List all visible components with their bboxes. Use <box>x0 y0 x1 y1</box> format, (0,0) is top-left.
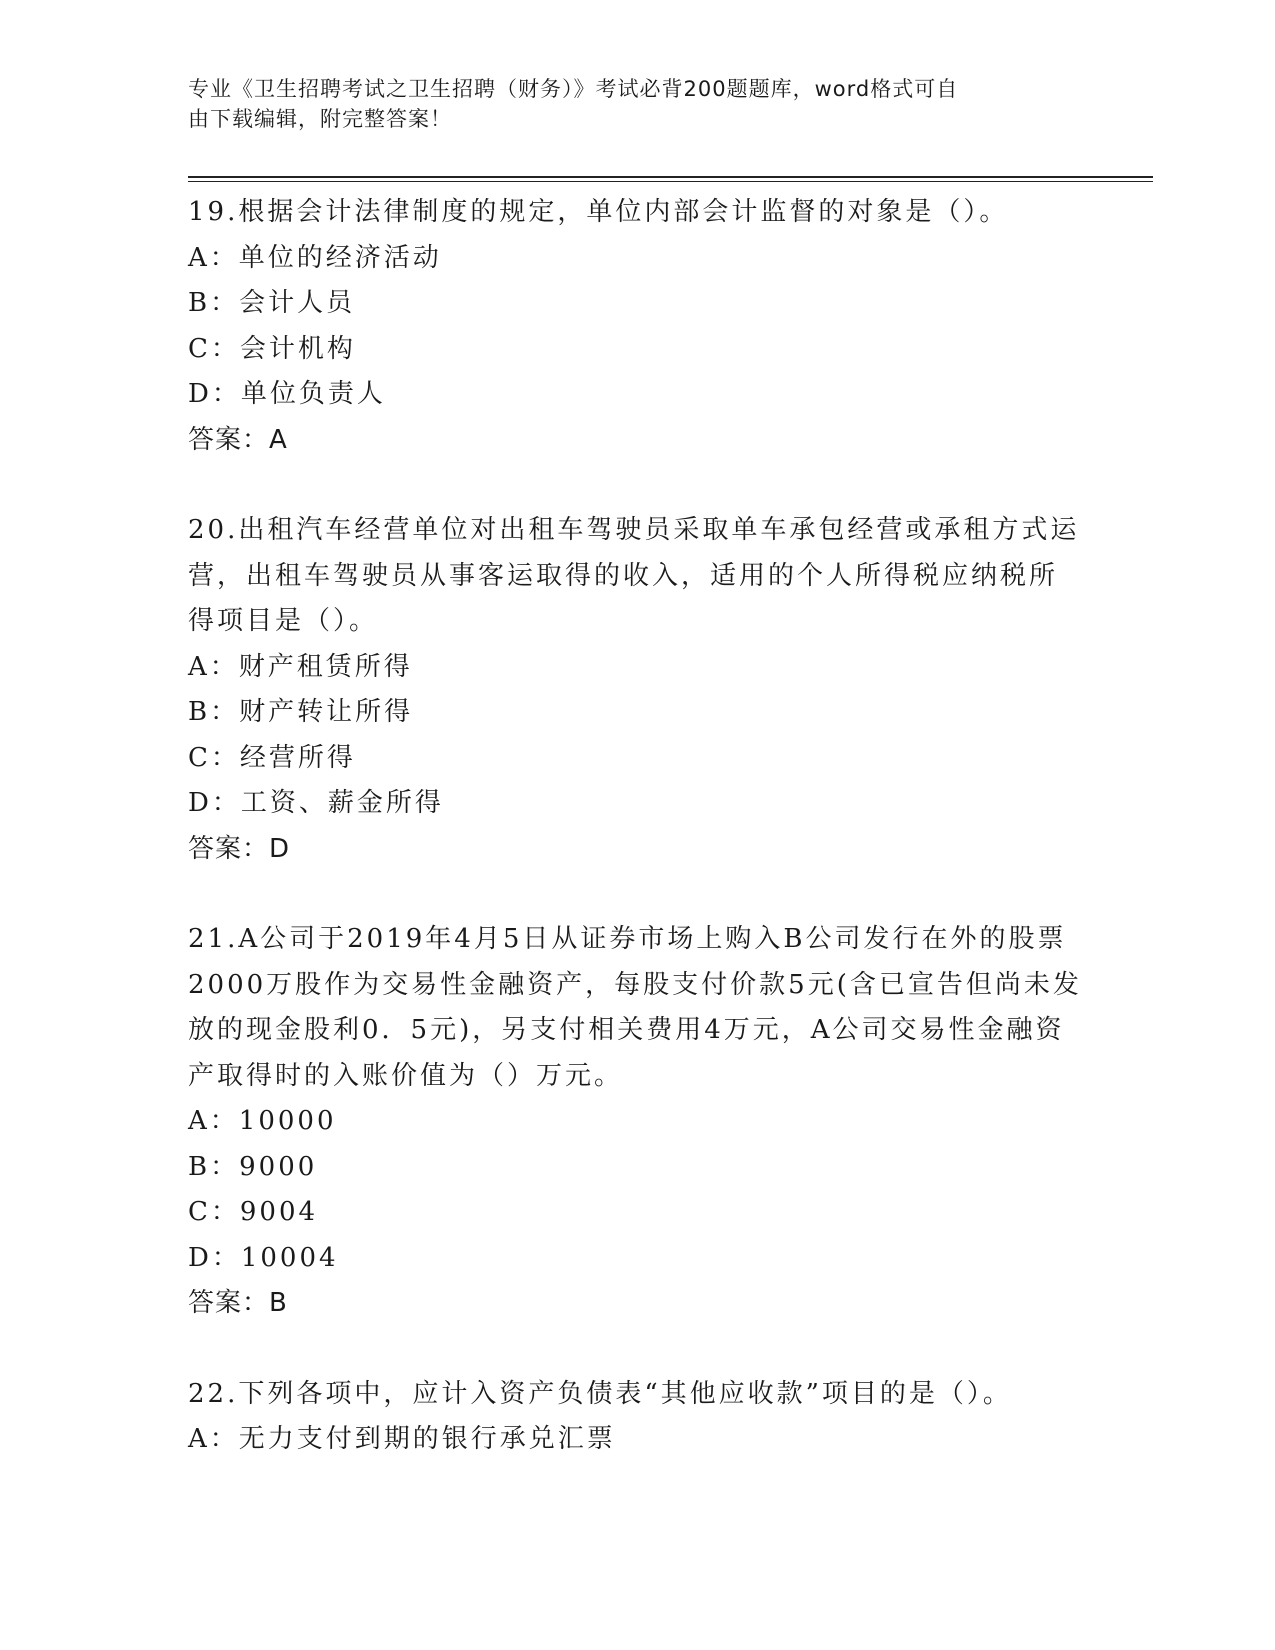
question-stem-line-2: 2000万股作为交易性金融资产，每股支付价款5元(含已宣告但尚未发 <box>188 969 1082 1000</box>
question-stem: 22.下列各项中，应计入资产负债表“其他应收款”项目的是（）。 <box>188 1378 1012 1409</box>
answer: 答案：A <box>188 424 288 455</box>
option-b: B：9000 <box>188 1151 318 1182</box>
question-stem: 19.根据会计法律制度的规定，单位内部会计监督的对象是（）。 <box>188 197 1009 227</box>
option-c: C：经营所得 <box>188 742 356 773</box>
question-stem-line-1: 20.出租汽车经营单位对出租车驾驶员采取单车承包经营或承租方式运 <box>188 515 1080 545</box>
option-a: A：无力支付到期的银行承兑汇票 <box>188 1424 616 1454</box>
question-19 <box>188 190 1088 463</box>
answer: 答案：D <box>188 833 291 864</box>
option-b: B：会计人员 <box>188 288 356 318</box>
option-a: A：单位的经济活动 <box>188 242 442 273</box>
option-b: B：财产转让所得 <box>188 697 414 727</box>
option-c: C：9004 <box>188 1197 319 1227</box>
question-stem-line-1: 21.A公司于2019年4月5日从证券市场上购入B公司发行在外的股票 <box>188 924 1067 954</box>
question-stem-line-2: 营，出租车驾驶员从事客运取得的收入，适用的个人所得税应纳税所 <box>188 560 1059 591</box>
option-d: D：10004 <box>188 1242 339 1273</box>
option-d: D：单位负责人 <box>188 379 386 409</box>
option-a: A：财产租赁所得 <box>188 651 413 682</box>
header-line-2: 由下载编辑，附完整答案！ <box>188 107 452 131</box>
question-list <box>188 190 1088 1508</box>
header-divider-thin <box>188 181 1153 182</box>
option-d: D：工资、薪金所得 <box>188 788 444 818</box>
header-line-1: 专业《卫生招聘考试之卫生招聘（财务）》考试必背200题题库，word格式可自 <box>188 77 959 101</box>
question-stem-line-3: 放的现金股利0．5元)，另支付相关费用4万元，A公司交易性金融资 <box>188 1015 1065 1045</box>
answer: 答案：B <box>188 1288 288 1318</box>
question-22 <box>188 1372 1088 1463</box>
document-header <box>188 74 1068 134</box>
question-20 <box>188 508 1088 872</box>
option-c: C：会计机构 <box>188 333 356 364</box>
question-21 <box>188 917 1088 1327</box>
question-stem-line-3: 得项目是（）。 <box>188 606 379 636</box>
header-divider-thick <box>188 176 1153 178</box>
option-a: A：10000 <box>188 1106 337 1136</box>
question-stem-line-4: 产取得时的入账价值为（）万元。 <box>188 1060 624 1091</box>
